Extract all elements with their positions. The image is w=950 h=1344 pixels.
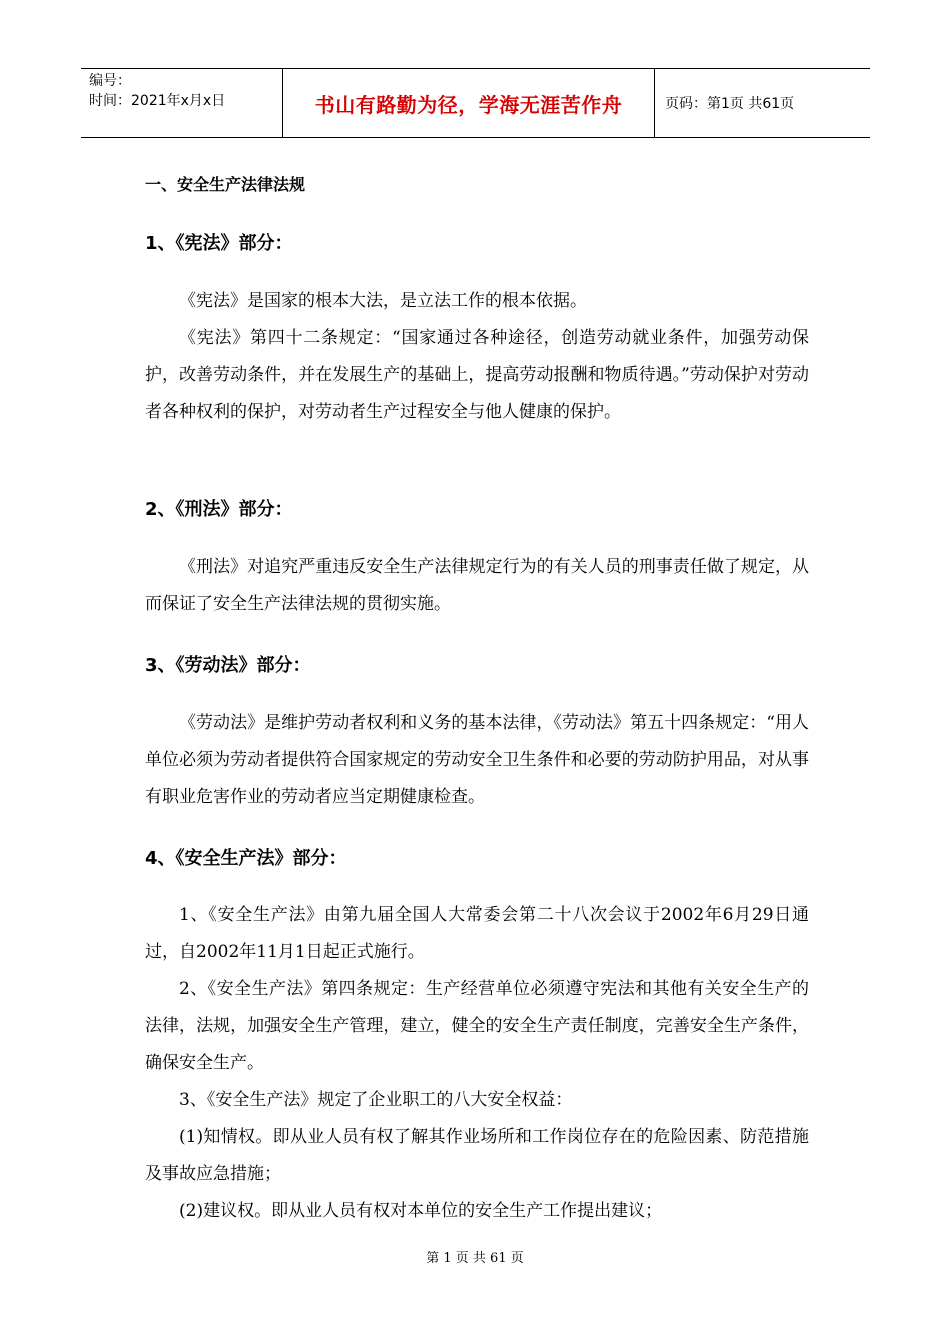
- header-page-code: 页码：第1页 共61页: [665, 96, 795, 112]
- paragraph: (1)知情权。即从业人员有权了解其作业场所和工作岗位存在的危险因素、防范措施及事故应急措施；: [145, 1127, 809, 1184]
- paragraph: 《宪法》第四十二条规定：“国家通过各种途径，创造劳动就业条件，加强劳动保护，改善劳动条件，并在发展生产的基础上，提高劳动报酬和物质待遇。”劳动保护对劳动者各种权利的保护，对劳动者生产过程安全与他人健康的保护。: [145, 328, 809, 422]
- document-number-label: 编号：: [89, 73, 131, 89]
- paragraph: 3、《安全生产法》规定了企业职工的八大安全权益：: [179, 1090, 573, 1110]
- page-header: [81, 68, 870, 138]
- section-heading-constitution: 1、《宪法》部分：: [145, 233, 293, 254]
- paragraph: 《刑法》对追究严重违反安全生产法律规定行为的有关人员的刑事责任做了规定，从而保证了安全生产法律法规的贯彻实施。: [145, 557, 809, 614]
- section-heading-work-safety-law: 4、《安全生产法》部分：: [145, 848, 347, 869]
- section-heading-labor-law: 3、《劳动法》部分：: [145, 655, 311, 676]
- paragraph: 2、《安全生产法》第四条规定：生产经营单位必须遵守宪法和其他有关安全生产的法律，法规，加强安全生产管理，建立，健全的安全生产责任制度，完善安全生产条件，确保安全生产。: [145, 979, 809, 1073]
- paragraph: 1、《安全生产法》由第九届全国人大常委会第二十八次会议于2002年6月29日通过，自2002年11月1日起正式施行。: [145, 905, 809, 962]
- header-motto: 书山有路勤为径，学海无涯苦作舟: [314, 92, 623, 117]
- paragraph: (2)建议权。即从业人员有权对本单位的安全生产工作提出建议；: [179, 1201, 663, 1221]
- paragraph: 《宪法》是国家的根本大法，是立法工作的根本依据。: [179, 291, 587, 311]
- header-meta: [81, 69, 282, 137]
- section-heading-criminal-law: 2、《刑法》部分：: [145, 499, 293, 520]
- document-time-label: 时间：2021年x月x日: [89, 93, 226, 109]
- page-footer: 第 1 页 共 61 页: [426, 1251, 524, 1266]
- paragraph: 《劳动法》是维护劳动者权利和义务的基本法律，《劳动法》第五十四条规定：“用人单位必须为劳动者提供符合国家规定的劳动安全卫生条件和必要的劳动防护用品，对从事有职业危害作业的劳动者应当定期健康检查。: [145, 713, 809, 807]
- header-motto-cell: [282, 69, 655, 137]
- document-title: 一、安全生产法律法规: [145, 175, 306, 194]
